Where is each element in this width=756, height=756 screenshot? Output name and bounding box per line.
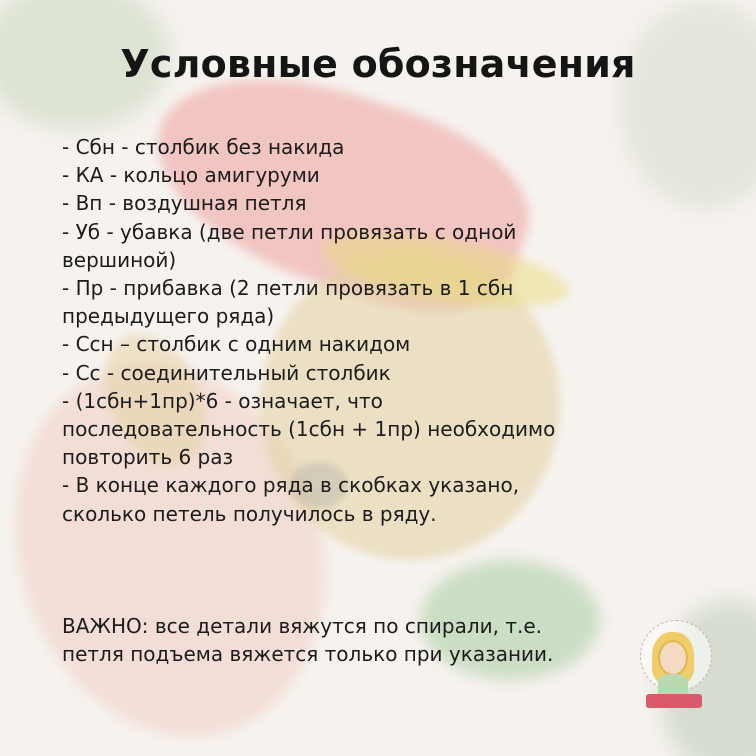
list-line: последовательность (1сбн + 1пр) необходимо (62, 417, 556, 442)
page-title: Условные обозначения (120, 42, 636, 86)
list-line: - Вп - воздушная петля (62, 191, 307, 216)
list-line: - Сс - соединительный столбик (62, 360, 391, 385)
list-line: повторить 6 раз (62, 445, 234, 470)
abbreviation-list (62, 133, 692, 528)
logo-face-icon (658, 640, 688, 676)
list-line: - Пр - прибавка (2 петли провязать в 1 сбн (62, 276, 514, 301)
note-line: петля подъема вяжется только при указании. (62, 642, 554, 667)
list-line: - В конце каждого ряда в скобках указано, (62, 473, 520, 498)
list-line: - Ссн – столбик с одним накидом (62, 332, 411, 357)
list-line: - Уб - убавка (две петли провязать с одной (62, 219, 517, 244)
list-line: - КА - кольцо амигуруми (62, 163, 320, 188)
list-line: вершиной) (62, 247, 177, 272)
list-line: - (1сбн+1пр)*6 - означает, что (62, 388, 383, 413)
author-logo (628, 612, 718, 722)
logo-body (658, 674, 688, 696)
list-line: предыдущего ряда) (62, 304, 275, 329)
important-note (62, 612, 682, 668)
logo-ribbon (646, 694, 702, 708)
list-line: сколько петель получилось в ряду. (62, 501, 437, 526)
note-line: ВАЖНО: все детали вяжутся по спирали, т.е. (62, 614, 543, 638)
list-line: - Сбн - столбик без накида (62, 135, 345, 159)
